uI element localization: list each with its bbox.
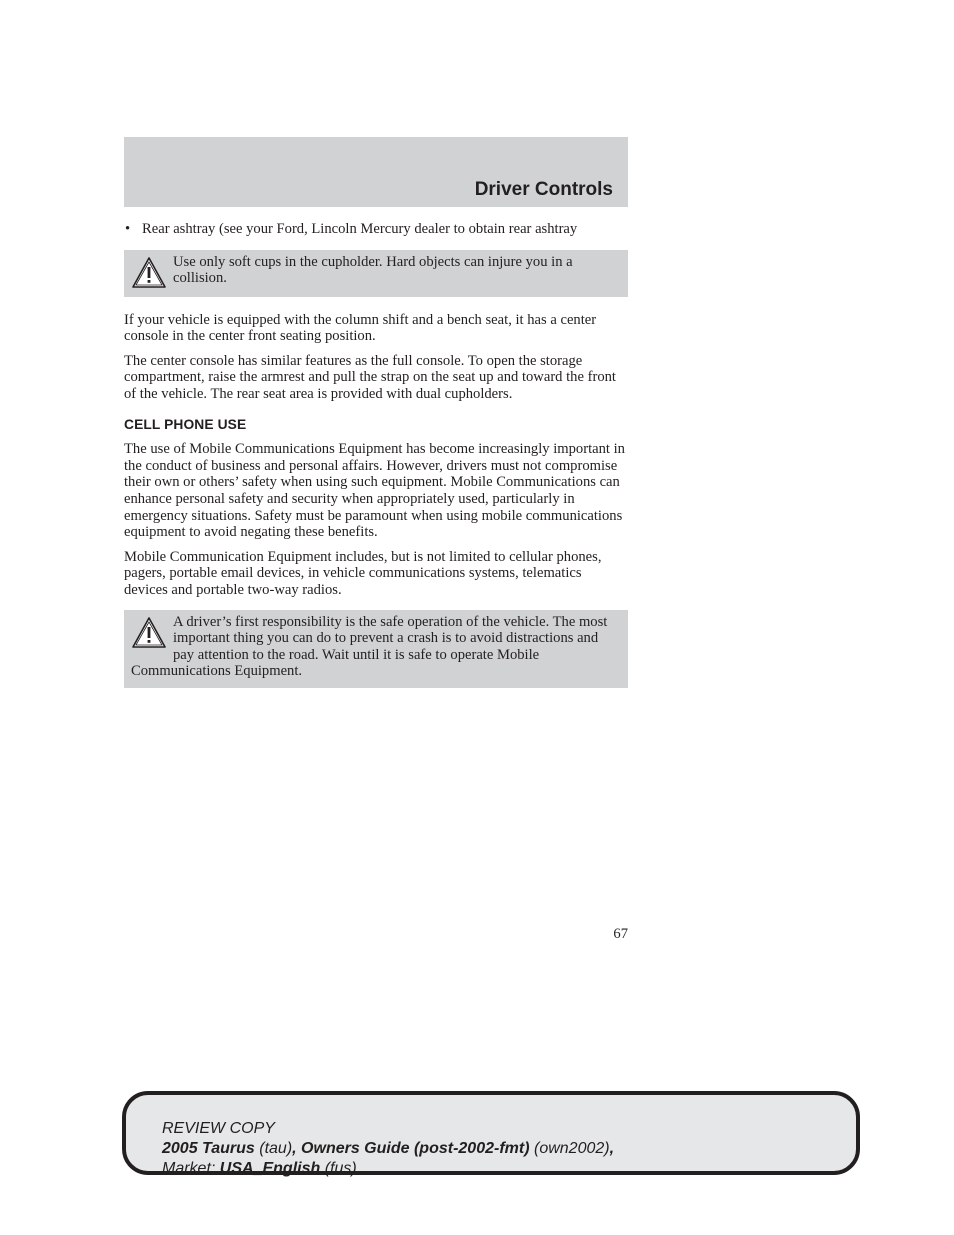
- footer-line-2: [162, 1139, 842, 1159]
- market-label: Market:: [162, 1160, 216, 1177]
- review-copy-label: REVIEW COPY: [162, 1120, 275, 1137]
- warning-triangle-icon: [131, 616, 167, 650]
- guide-name: Owners Guide (post-2002-fmt): [301, 1140, 530, 1157]
- warning-box-driver: [124, 610, 628, 688]
- bullet-item: [124, 221, 628, 238]
- model-name: 2005 Taurus: [162, 1140, 255, 1157]
- page-number: 67: [613, 926, 628, 942]
- header-band: [124, 137, 628, 207]
- warning-text: A driver’s first responsibility is the safe operation of the vehicle. The most important thing you can do to prevent a crash is to avoid distractions and pay attention to the road. Wait until it is safe to operate Mobile Communications Equipment.: [131, 613, 608, 680]
- market-name: USA_English: [219, 1160, 321, 1177]
- paragraph: The center console has similar features as the full console. To open the storage compartment, raise the armrest and pull the strap on the seat up and toward the front of the vehicle. The rear seat area is provided with dual cupholders.: [124, 352, 616, 402]
- section-heading: CELL PHONE USE: [124, 416, 247, 432]
- bullet-text: Rear ashtray (see your Ford, Lincoln Mercury dealer to obtain rear ashtray: [142, 221, 578, 237]
- separator: ,: [292, 1140, 302, 1157]
- separator: ,: [609, 1140, 615, 1157]
- footer-text: [162, 1119, 842, 1179]
- bullet-symbol: •: [125, 221, 131, 237]
- section-title: Driver Controls: [474, 179, 613, 200]
- guide-code: (own2002): [533, 1140, 610, 1157]
- model-code: (tau): [259, 1140, 293, 1157]
- paragraph: Mobile Communication Equipment includes, but is not limited to cellular phones, pagers, portable email devices, in vehicle communications systems, telematics devices and portable two-way radios.: [124, 548, 602, 598]
- paragraph: The use of Mobile Communications Equipment has become increasingly important in the conduct of business and personal affairs. However, drivers must not compromise their own or others’ safety when using such equipment. Mobile Communications can enhance personal safety and security when appropriately used, particularly in emergency situations. Safety must be paramount when using mobile communications equipment to avoid negating these benefits.: [124, 441, 625, 541]
- warning-box-cupholder: [124, 250, 628, 297]
- market-code: (fus): [324, 1160, 357, 1177]
- footer-line-3: [162, 1159, 842, 1179]
- warning-text: Use only soft cups in the cupholder. Hard objects can injure you in a collision.: [173, 253, 573, 287]
- paragraph: If your vehicle is equipped with the column shift and a bench seat, it has a center console in the center front seating position.: [124, 311, 597, 345]
- page-content: [124, 221, 628, 703]
- warning-triangle-icon: [131, 256, 167, 290]
